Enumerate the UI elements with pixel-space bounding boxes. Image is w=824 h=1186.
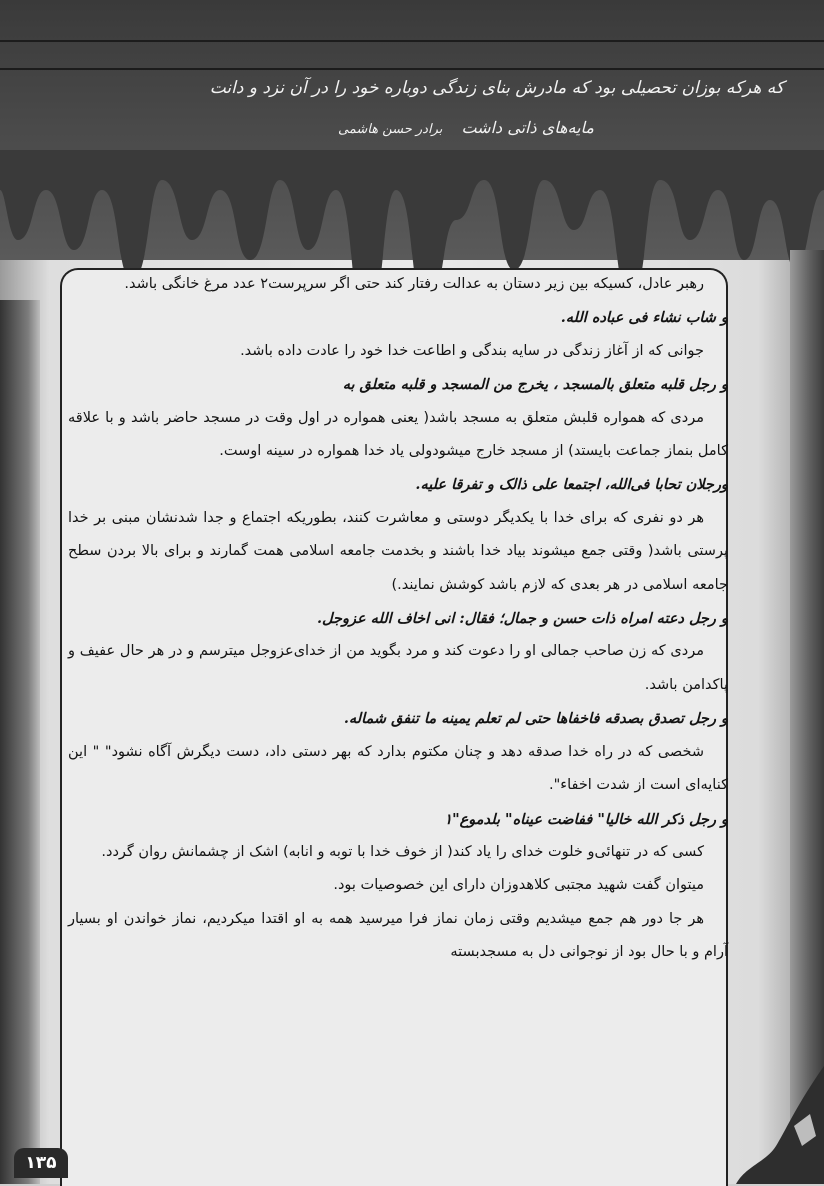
right-border-decoration: [790, 250, 824, 1184]
hadith-quote: و رجل ذکر الله خالیا" ففاضت عیناه" بلدموع"۱: [444, 810, 728, 828]
header-rules: [0, 40, 824, 70]
header-subtitle-text: مایه‌های ذاتی داشت: [461, 118, 594, 137]
hadith-quote: و رجل تصدق بصدقه فاخفاها حتی لم تعلم یمینه ما تنفق شماله.: [343, 710, 728, 728]
page-number: ۱۳۵: [14, 1148, 68, 1178]
left-border-decoration: [0, 300, 40, 1184]
header-title: که هرکه بوزان تحصیلی بود که مادرش بنای زندگی دوباره خود را در آن نزد و دانت: [209, 78, 784, 98]
paragraph: رهبر عادل، کسیکه بین زیر دستان به عدالت رفتار کند حتی اگر سرپرست۲ عدد مرغ خانگی باشد.: [124, 276, 704, 292]
hadith-quote: و شاب نشاء فی عباده الله.: [560, 309, 728, 327]
header-author: برادر حسن هاشمی: [338, 122, 443, 137]
hadith-quote: ورجلان تحابا فی‌الله، اجتمعا علی ذالک و تفرقا علیه.: [415, 476, 728, 494]
paragraph: مردی که همواره قلبش متعلق به مسجد باشد( یعنی همواره در اول وقت در مسجد حاضر باشد و با علاقه کامل بنماز جماعت بایستد) از مسجد خارج میشودولی یاد خدا همواره در سینه اوست.: [68, 409, 728, 460]
paragraph: هر جا دور هم جمع میشدیم وقتی زمان نماز فرا میرسید همه به او اقتدا میکردیم، نماز خواندن او بسیار آرام و با حال بود از نوجوانی دل به مسجدبسته: [68, 910, 728, 961]
hadith-quote: و رجل دعته امراه ذات حسن و جمال؛ فقال: انی اخاف الله عزوجل.: [316, 610, 728, 628]
paragraph: هر دو نفری که برای خدا با یکدیگر دوستی و معاشرت کنند، بطوریکه اجتماع و جدا شدنشان مبنی بر خدا پرستی باشد( وقتی جمع میشوند بیاد خدا باشند و بخدمت جامعه اسلامی همت گمارند و برای بالا بردن سطح جامعه اسلامی در هر بعدی که لازم باشد کوشش نمایند.): [68, 509, 728, 593]
paragraph: میتوان گفت شهید مجتبی کلاهدوزان دارای این خصوصیات بود.: [333, 877, 704, 894]
paragraph: مردی که زن صاحب جمالی او را دعوت کند و مرد بگوید من از خدای‌عزوجل میترسم و در هر حال عفیف و پاکدامن باشد.: [68, 643, 728, 693]
paragraph: شخصی که در راه خدا صدقه دهد و چنان مکتوم بدارد که بهر دستی داد، دست دیگرش آگاه نشود" " این کنایه‌ای است از شدت اخفاء".: [68, 743, 728, 794]
article-body: [68, 268, 728, 970]
paragraph: کسی که در تنهائی‌و خلوت خدای را یاد کند( از خوف خدا با توبه و انابه) اشک از چشمانش روان گردد.: [101, 843, 704, 860]
header-subtitle: [214, 118, 594, 137]
paragraph: جوانی که از آغاز زندگی در سایه بندگی و اطاعت خدا خود را عادت داده باشد.: [240, 342, 704, 359]
hadith-quote: و رجل قلبه متعلق بالمسجد ، یخرج من المسجد و قلبه متعلق به: [342, 376, 728, 394]
corner-ornament-icon: [736, 1066, 824, 1184]
